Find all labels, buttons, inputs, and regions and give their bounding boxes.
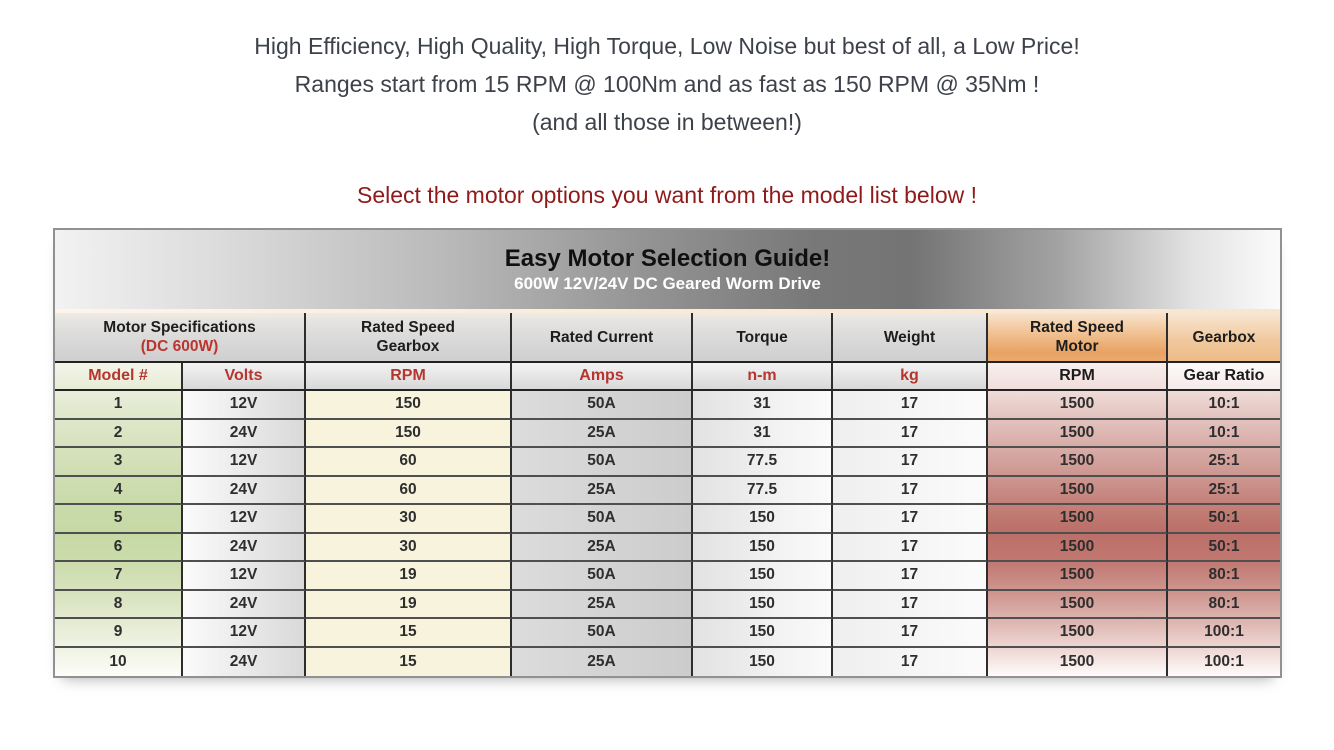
cell-volts-row-8: 24V [183, 591, 306, 620]
cell-amps-row-7: 50A [512, 562, 693, 591]
header-motor-specifications-label: Motor Specifications [103, 319, 256, 336]
cell-volts-row-2: 24V [183, 420, 306, 449]
cell-volts-row-5: 12V [183, 505, 306, 534]
cell-weight-row-9: 17 [833, 619, 988, 648]
cell-volts-row-4: 24V [183, 477, 306, 506]
cell-rpm-motor-row-1: 1500 [988, 391, 1168, 420]
cell-rpm-gearbox-row-1: 150 [306, 391, 512, 420]
cell-amps-row-10: 25A [512, 648, 693, 677]
subheader-torque-nm: n-m [693, 363, 833, 391]
cell-rpm-gearbox-row-6: 30 [306, 534, 512, 563]
cell-gear-ratio-row-3: 25:1 [1168, 448, 1280, 477]
cell-rpm-gearbox-row-9: 15 [306, 619, 512, 648]
intro-line-2: Ranges start from 15 RPM @ 100Nm and as fast as 150 RPM @ 35Nm ! [294, 71, 1040, 97]
select-instruction: Select the motor options you want from the model list below ! [356, 182, 978, 208]
cell-gear-ratio-row-2: 10:1 [1168, 420, 1280, 449]
motor-selection-table [53, 228, 1282, 678]
cell-model-row-7: 7 [55, 562, 183, 591]
subheader-rpm-motor: RPM [988, 363, 1168, 391]
cell-rpm-motor-row-4: 1500 [988, 477, 1168, 506]
cell-model-row-9: 9 [55, 619, 183, 648]
header-torque-label: Torque [736, 328, 788, 346]
cell-rpm-motor-row-2: 1500 [988, 420, 1168, 449]
cell-weight-row-8: 17 [833, 591, 988, 620]
cell-rpm-motor-row-3: 1500 [988, 448, 1168, 477]
header-rated-current-label: Rated Current [549, 328, 654, 346]
cell-gear-ratio-row-1: 10:1 [1168, 391, 1280, 420]
cell-rpm-gearbox-row-10: 15 [306, 648, 512, 677]
header-rated-speed-motor-line1: Rated Speed [1030, 319, 1124, 336]
cell-amps-row-3: 50A [512, 448, 693, 477]
header-rated-speed-gearbox [306, 313, 512, 363]
cell-torque-row-3: 77.5 [693, 448, 833, 477]
subheader-model: Model # [55, 363, 183, 391]
table-banner [55, 230, 1280, 309]
header-rated-current [512, 313, 693, 363]
header-motor-specifications [55, 313, 306, 363]
cell-torque-row-9: 150 [693, 619, 833, 648]
cell-rpm-motor-row-5: 1500 [988, 505, 1168, 534]
cell-weight-row-5: 17 [833, 505, 988, 534]
cell-model-row-8: 8 [55, 591, 183, 620]
header-rated-speed-gearbox-line2: Gearbox [376, 338, 440, 355]
cell-model-row-4: 4 [55, 477, 183, 506]
cell-gear-ratio-row-6: 50:1 [1168, 534, 1280, 563]
cell-weight-row-1: 17 [833, 391, 988, 420]
cell-rpm-motor-row-10: 1500 [988, 648, 1168, 677]
cell-amps-row-2: 25A [512, 420, 693, 449]
intro-text [0, 27, 1334, 141]
cell-volts-row-3: 12V [183, 448, 306, 477]
cell-volts-row-10: 24V [183, 648, 306, 677]
cell-volts-row-1: 12V [183, 391, 306, 420]
cell-rpm-motor-row-7: 1500 [988, 562, 1168, 591]
cell-gear-ratio-row-7: 80:1 [1168, 562, 1280, 591]
cell-model-row-1: 1 [55, 391, 183, 420]
header-gearbox-label: Gearbox [1192, 328, 1256, 346]
cell-rpm-gearbox-row-5: 30 [306, 505, 512, 534]
cell-gear-ratio-row-9: 100:1 [1168, 619, 1280, 648]
cell-torque-row-7: 150 [693, 562, 833, 591]
cell-rpm-gearbox-row-4: 60 [306, 477, 512, 506]
cell-torque-row-10: 150 [693, 648, 833, 677]
header-rated-speed-gearbox-line1: Rated Speed [361, 319, 455, 336]
cell-weight-row-6: 17 [833, 534, 988, 563]
cell-rpm-motor-row-8: 1500 [988, 591, 1168, 620]
header-rated-speed-motor [988, 313, 1168, 363]
cell-rpm-motor-row-9: 1500 [988, 619, 1168, 648]
cell-model-row-5: 5 [55, 505, 183, 534]
cell-amps-row-8: 25A [512, 591, 693, 620]
subheader-gear-ratio: Gear Ratio [1168, 363, 1280, 391]
header-weight-label: Weight [883, 328, 936, 346]
header-gearbox [1168, 313, 1280, 363]
cell-torque-row-6: 150 [693, 534, 833, 563]
cell-amps-row-4: 25A [512, 477, 693, 506]
subheader-amps: Amps [512, 363, 693, 391]
cell-weight-row-3: 17 [833, 448, 988, 477]
header-weight [833, 313, 988, 363]
cell-gear-ratio-row-10: 100:1 [1168, 648, 1280, 677]
cell-model-row-2: 2 [55, 420, 183, 449]
cell-gear-ratio-row-5: 50:1 [1168, 505, 1280, 534]
header-torque [693, 313, 833, 363]
cell-weight-row-7: 17 [833, 562, 988, 591]
cell-rpm-gearbox-row-3: 60 [306, 448, 512, 477]
cell-rpm-gearbox-row-2: 150 [306, 420, 512, 449]
cell-volts-row-7: 12V [183, 562, 306, 591]
cell-gear-ratio-row-4: 25:1 [1168, 477, 1280, 506]
cell-amps-row-1: 50A [512, 391, 693, 420]
subheader-weight-kg: kg [833, 363, 988, 391]
cell-rpm-gearbox-row-8: 19 [306, 591, 512, 620]
cell-torque-row-4: 77.5 [693, 477, 833, 506]
cell-rpm-gearbox-row-7: 19 [306, 562, 512, 591]
intro-line-3: (and all those in between!) [532, 109, 802, 135]
cell-volts-row-6: 24V [183, 534, 306, 563]
subheader-rpm-gearbox: RPM [306, 363, 512, 391]
cell-weight-row-10: 17 [833, 648, 988, 677]
header-rated-speed-motor-line2: Motor [1055, 338, 1099, 355]
cell-rpm-motor-row-6: 1500 [988, 534, 1168, 563]
cell-torque-row-5: 150 [693, 505, 833, 534]
subheader-volts: Volts [183, 363, 306, 391]
cell-torque-row-1: 31 [693, 391, 833, 420]
cell-volts-row-9: 12V [183, 619, 306, 648]
table-title: Easy Motor Selection Guide! [504, 245, 831, 272]
cell-model-row-10: 10 [55, 648, 183, 677]
cell-gear-ratio-row-8: 80:1 [1168, 591, 1280, 620]
table-subtitle: 600W 12V/24V DC Geared Worm Drive [514, 274, 821, 293]
cell-torque-row-8: 150 [693, 591, 833, 620]
cell-model-row-6: 6 [55, 534, 183, 563]
cell-torque-row-2: 31 [693, 420, 833, 449]
cell-weight-row-4: 17 [833, 477, 988, 506]
cell-weight-row-2: 17 [833, 420, 988, 449]
cell-amps-row-9: 50A [512, 619, 693, 648]
cell-model-row-3: 3 [55, 448, 183, 477]
intro-line-1: High Efficiency, High Quality, High Torque, Low Noise but best of all, a Low Price! [254, 33, 1080, 59]
cell-amps-row-6: 25A [512, 534, 693, 563]
header-dc-600w-label: (DC 600W) [140, 338, 219, 355]
cell-amps-row-5: 50A [512, 505, 693, 534]
